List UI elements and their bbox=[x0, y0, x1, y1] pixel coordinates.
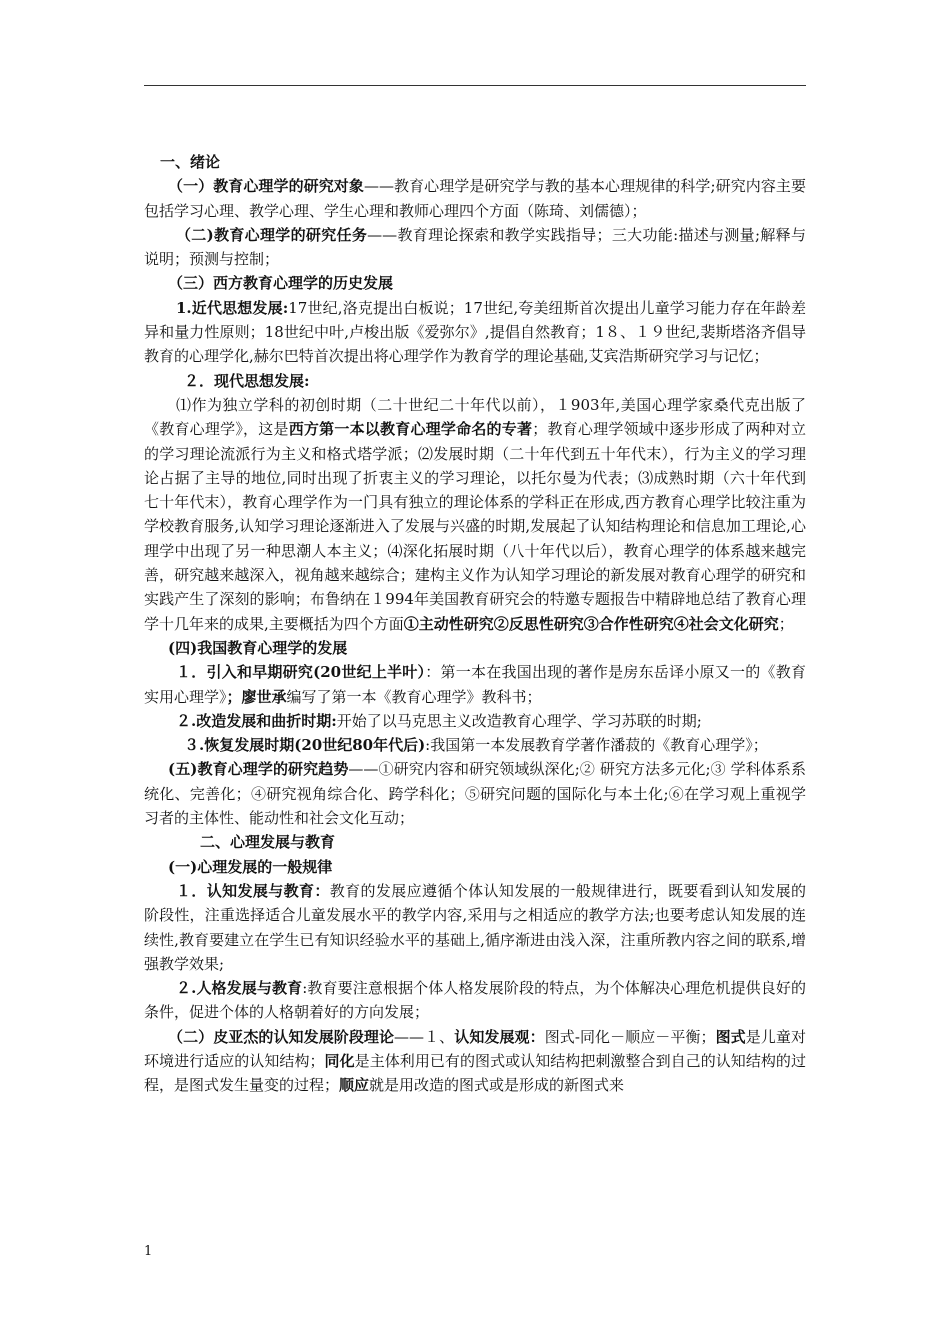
paragraph-research-task: （二)教育心理学的研究任务——教育理论探索和教学实践指导；三大功能:描述与测量;解释与说明；预测与控制； bbox=[144, 225, 806, 269]
page-number: 1 bbox=[144, 1244, 153, 1259]
paragraph-modern-early-thought: 1.近代思想发展:17世纪,洛克提出白板说；17世纪,夸美纽斯首次提出儿童学习能力存在年龄差异和量力性原则；18世纪中叶,卢梭出版《爱弥尔》,提倡自然教育；1８、１９世纪,裴斯塔洛齐倡导教育的心理学化,赫尔巴特首次提出将心理学作为教育学的理论基础,艾宾浩斯研究学习与记忆； bbox=[144, 298, 806, 366]
paragraph-reform-period: ２.改造发展和曲折时期:开始了以马克思主义改造教育心理学、学习苏联的时期; bbox=[176, 711, 702, 730]
subheading-modern-thought: ２．现代思想发展: bbox=[184, 371, 310, 390]
paragraph-cognitive-development: １．认知发展与教育：教育的发展应遵循个体认知发展的一般规律进行，既要看到认知发展的阶段性，注重选择适合儿童发展水平的教学内容,采用与之相适应的教学方法;也要考虑认知发展的连续性,教育要建立在学生已有知识经验水平的基础上,循序渐进由浅入深，注重所教内容之间的联系,增强教学效果; bbox=[144, 881, 806, 973]
header-rule bbox=[144, 85, 806, 86]
paragraph-research-object: （一）教育心理学的研究对象——教育心理学是研究学与教的基本心理规律的科学;研究内容主要包括学习心理、教学心理、学生心理和教师心理四个方面（陈琦、刘儒德）； bbox=[144, 177, 806, 220]
section-heading-2: 二、心理发展与教育 bbox=[200, 833, 336, 852]
subheading-western-history: （三）西方教育心理学的历史发展 bbox=[168, 274, 394, 293]
paragraph-modern-periods: ⑴作为独立学科的初创时期（二十世纪二十年代以前），１903年,美国心理学家桑代克出版了《教育心理学》，这是西方第一本以教育心理学命名的专著；教育心理学领域中逐步形成了两种对立的学习理论流派行为主义和格式塔学派；⑵发展时期（二十年代到五十年代末），行为主义的学习理论占据了主导的地位,同时出现了折衷主义的学习理论，以托尔曼为代表；⑶成熟时期（六十年代到七十年代末），教育心理学作为一门具有独立的理论体系的学科正在形成,西方教育心理学比较注重为学校教育服务,认知学习理论逐渐进入了发展与兴盛的时期,发展起了认知结构理论和信息加工理论,心理学中出现了另一种思潮人本主义；⑷深化拓展时期（八十年代以后），教育心理学的体系越来越完善，研究越来越深入，视角越来越综合；建构主义作为认知学习理论的新发展对教育心理学的研究和实践产生了深刻的影响；布鲁纳在１994年美国教育研究会的特邀专题报告中精辟地总结了教育心理学十几年来的成果,主要概括为四个方面①主动性研究②反思性研究③合作性研究④社会文化研究； bbox=[144, 395, 806, 633]
paragraph-recovery-period: ３.恢复发展时期(20世纪80年代后):我国第一本发展教育学著作潘菽的《教育心理学》； bbox=[184, 736, 768, 755]
subheading-china-development: (四)我国教育心理学的发展 bbox=[168, 638, 348, 657]
paragraph-research-trends: (五)教育心理学的研究趋势——①研究内容和研究领域纵深化;② 研究方法多元化;③ 学科体系系统化、完善化；④研究视角综合化、跨学科化；⑤研究问题的国际化与本土化;⑥在学习观上重视学习者的主体性、能动性和社会文化互动； bbox=[144, 760, 806, 828]
subheading-general-laws: (一)心理发展的一般规律 bbox=[168, 857, 333, 876]
document-body bbox=[144, 150, 806, 1098]
section-heading-1: 一、绪论 bbox=[160, 153, 221, 171]
paragraph-early-research: １．引入和早期研究(20世纪上半叶）：第一本在我国出现的著作是房东岳译小原又一的《教育实用心理学》；廖世承编写了第一本《教育心理学》教科书； bbox=[144, 663, 806, 706]
paragraph-personality-development: ２.人格发展与教育:教育要注意根据个体人格发展阶段的特点，为个体解决心理危机提供良好的条件，促进个体的人格朝着好的方向发展； bbox=[144, 979, 806, 1022]
paragraph-piaget-theory: （二）皮亚杰的认知发展阶段理论——１、认知发展观：图式-同化－顺应－平衡；图式是儿童对环境进行适应的认知结构；同化是主体利用已有的图式或认知结构把刺激整合到自己的认知结构的过程，是图式发生量变的过程；顺应就是用改造的图式或是形成的新图式来 bbox=[144, 1027, 806, 1095]
